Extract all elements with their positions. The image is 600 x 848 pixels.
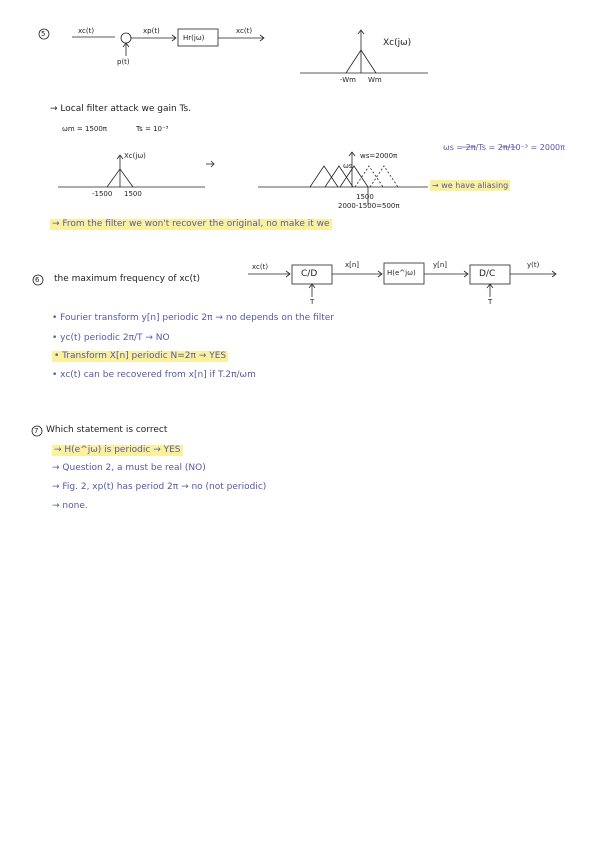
q5-input-label: xc(t) [78, 27, 95, 35]
q6-input-label: xc(t) [252, 263, 269, 271]
graph-right-bottom: 2000-1500=500π [338, 202, 400, 210]
graph-left-pos: 1500 [124, 190, 142, 198]
q6-question: the maximum frequency of xc(t) [54, 274, 201, 284]
q5-spectrum-neg: -Wm [340, 76, 356, 84]
q7-item: → none. [52, 501, 88, 511]
q5-spectrum-pos: Wm [368, 76, 382, 84]
q7-item-highlighted: → H(e^jω) is periodic → YES [54, 445, 181, 455]
q7-item: → Fig. 2, xp(t) has period 2π → no (not periodic) [52, 482, 267, 492]
q7-number: 7 [34, 427, 39, 435]
q6-dc-label: D/C [479, 269, 496, 279]
aliasing-note: → we have aliasing [432, 181, 509, 190]
q6-output-label: y(t) [527, 261, 540, 269]
graph-left-neg: -1500 [92, 190, 113, 198]
q6-bullet: • Fourier transform y[n] periodic 2π → no depends on the filter [52, 313, 334, 323]
graph-right-triangle-1 [310, 166, 338, 187]
q5-spectrum-label: Xc(jω) [383, 38, 412, 48]
q6-t1-label: T [310, 298, 315, 306]
q6-number: 6 [35, 276, 40, 284]
graph-right-mid: 1500 [356, 193, 374, 201]
graph-right-triangle-5 [370, 166, 398, 187]
q5-conclusion: → From the filter we won't recover the original, no make it we [52, 219, 330, 229]
q7-item: → Question 2, a must be real (NO) [52, 463, 206, 473]
q5-after-mult-label: xp(t) [143, 27, 160, 35]
q6-xn-label: x[n] [345, 261, 360, 269]
q5-given-ts: Ts = 10⁻³ [136, 125, 169, 133]
graph-right-top-b: ws=2000π [360, 152, 398, 160]
q6-bullet: • xc(t) can be recovered from x[n] if T.2π/ωm [52, 370, 256, 380]
q6-yn-label: y[n] [433, 261, 448, 269]
q6-t2-label: T [488, 298, 493, 306]
q5-given-wm: ωm = 1500π [62, 125, 108, 133]
q5-multiplier-circle [121, 33, 131, 43]
q6-h-label: H(e^jω) [387, 269, 416, 277]
graph-right-triangle-4 [355, 166, 383, 187]
q6-bullet: • yc(t) periodic 2π/T → NO [52, 333, 170, 343]
q5-filter-label: Hr(jω) [183, 34, 205, 42]
graph-left-label: Xc(jω) [124, 152, 146, 160]
q5-note: → Local filter attack we gain Ts. [50, 104, 192, 114]
q6-bullet-highlighted: • Transform X[n] periodic N=2π → YES [54, 351, 227, 361]
q6-cd-label: C/D [301, 269, 318, 279]
q5-output-label: xc(t) [236, 27, 253, 35]
graph-right-top-a: ωs [343, 162, 353, 170]
q5-number: 5 [41, 30, 46, 38]
ws-equation: ωs = 2π/Ts = 2π/10⁻³ = 2000π [443, 143, 565, 152]
q7-question: Which statement is correct [46, 425, 168, 435]
q5-pulse-label: p(t) [117, 58, 130, 66]
